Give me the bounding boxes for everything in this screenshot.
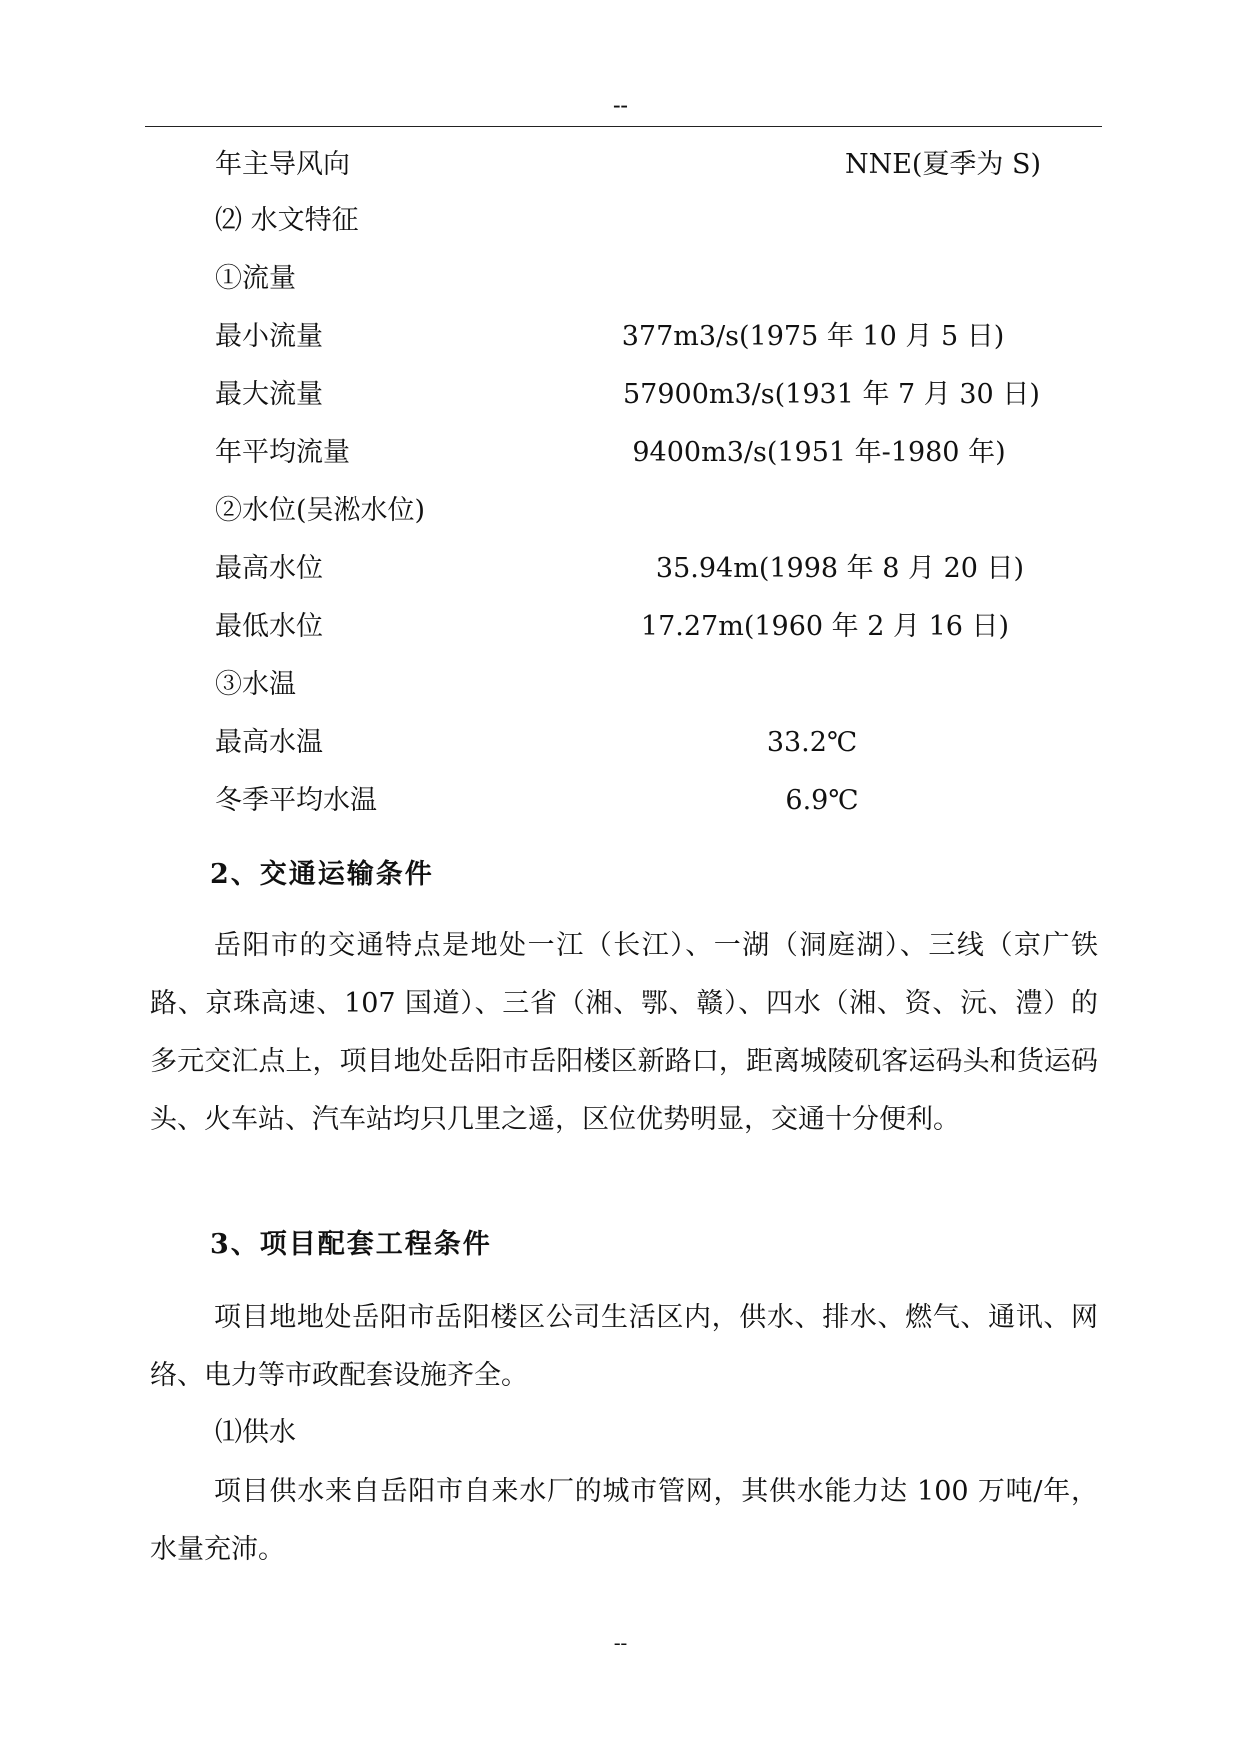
temp-max-value: 33.2℃ xyxy=(766,727,858,758)
temp-max-label: 最高水温 xyxy=(215,727,323,758)
wind-value: NNE(夏季为 S) xyxy=(844,149,1042,180)
flow-max-value: 57900m3/s(1931 年 7 月 30 日) xyxy=(623,379,1040,410)
water-supply-title: ⑴供水 xyxy=(215,1417,296,1448)
level-min-label: 最低水位 xyxy=(215,611,323,642)
flow-min-row xyxy=(0,317,1241,357)
temp-winter-value: 6.9℃ xyxy=(785,785,859,816)
flow-avg-row xyxy=(0,433,1241,473)
flow-title: ①流量 xyxy=(215,263,296,294)
level-max-value: 35.94m(1998 年 8 月 20 日) xyxy=(655,553,1025,584)
transport-heading: 2、交通运输条件 xyxy=(210,859,434,890)
flow-avg-value: 9400m3/s(1951 年-1980 年) xyxy=(632,437,1006,468)
water-supply-paragraph: 项目供水来自岳阳市自来水厂的城市管网，其供水能力达 100 万吨/年，水量充沛。 xyxy=(150,1476,1098,1565)
wind-row xyxy=(0,145,1241,185)
flow-min-label: 最小流量 xyxy=(215,321,323,352)
flow-max-label: 最大流量 xyxy=(215,379,323,410)
temp-title: ③水温 xyxy=(215,669,296,700)
level-max-row xyxy=(0,549,1241,589)
level-title: ②水位(吴淞水位) xyxy=(215,495,426,526)
temp-winter-label: 冬季平均水温 xyxy=(215,785,377,816)
page-header-mark: -- xyxy=(613,92,628,117)
supporting-heading: 3、项目配套工程条件 xyxy=(210,1229,492,1260)
level-min-value: 17.27m(1960 年 2 月 16 日) xyxy=(640,611,1010,642)
temp-winter-row xyxy=(0,781,1241,821)
level-max-label: 最高水位 xyxy=(215,553,323,584)
wind-label: 年主导风向 xyxy=(215,149,350,180)
flow-min-value: 377m3/s(1975 年 10 月 5 日) xyxy=(621,321,1005,352)
flow-avg-label: 年平均流量 xyxy=(215,437,350,468)
transport-paragraph: 岳阳市的交通特点是地处一江（长江）、一湖（洞庭湖）、三线（京广铁路、京珠高速、107 国道）、三省（湘、鄂、赣）、四水（湘、资、沅、澧）的多元交汇点上，项目地处岳阳市岳阳楼区新路口，距离城陵矶客运码头和货运码头、火车站、汽车站均只几里之遥，区位优势明显，交通十分便利。 xyxy=(150,930,1098,1135)
hydro-title: ⑵ 水文特征 xyxy=(215,205,359,236)
level-min-row xyxy=(0,607,1241,647)
page-footer-mark: -- xyxy=(613,1632,628,1654)
temp-max-row xyxy=(0,723,1241,763)
header-rule xyxy=(145,126,1102,127)
flow-max-row xyxy=(0,375,1241,415)
supporting-paragraph: 项目地地处岳阳市岳阳楼区公司生活区内，供水、排水、燃气、通讯、网络、电力等市政配套设施齐全。 xyxy=(150,1302,1098,1391)
